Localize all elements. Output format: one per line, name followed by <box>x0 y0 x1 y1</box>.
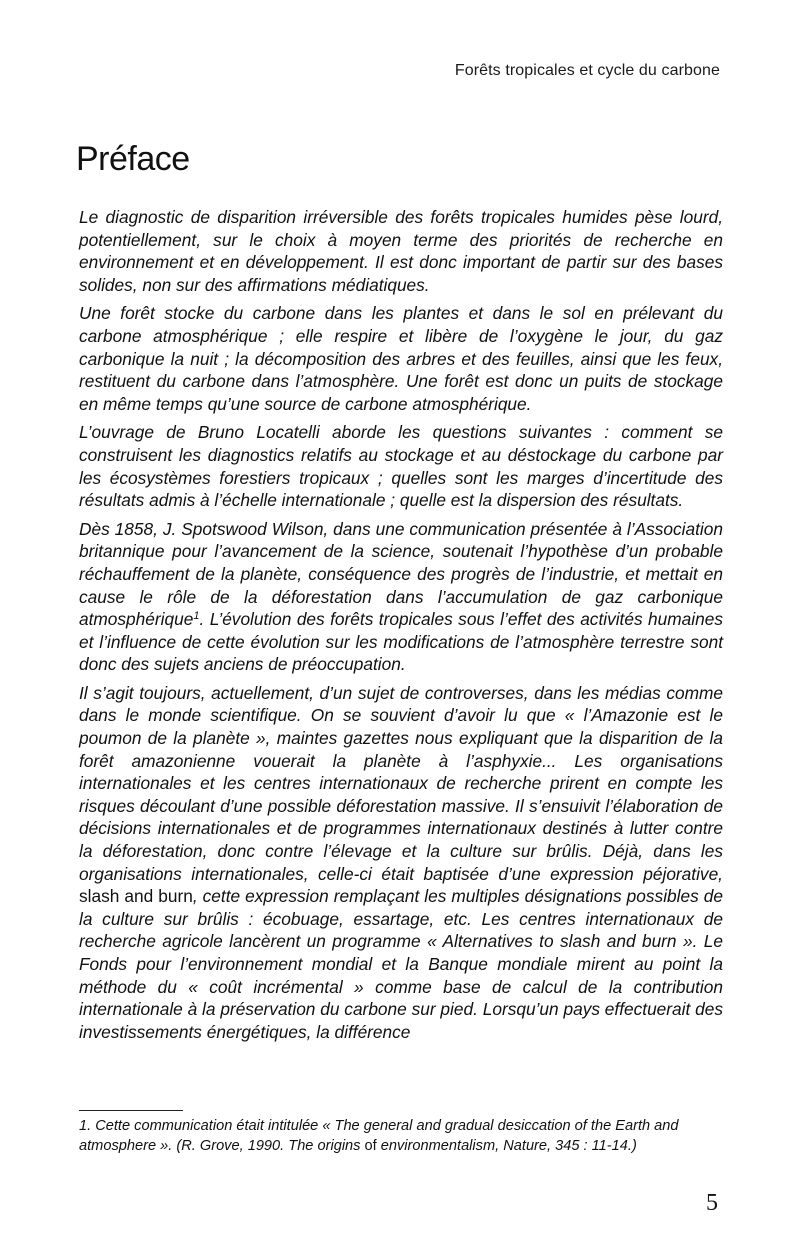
footnote-text: environmentalism, Nature, 345 : 11-14.) <box>376 1138 637 1154</box>
paragraph-1 <box>79 206 723 296</box>
paragraph-text: Le diagnostic de disparition irréversible des forêts tropicales humides pèse lourd, potentiellement, sur le choix à moyen terme des priorités de recherche en environnement et en développement. Il est donc important de partir sur des bases solides, non sur des affirmations médiatiques. <box>79 207 723 295</box>
paragraph-text: . L’évolution des forêts tropicales sous l’effet des activités humaines et l’influence de cette évolution sur les modifications de l’atmosphère terrestre sont donc des sujets anciens de préoccupation. <box>79 609 723 675</box>
page-title: Préface <box>76 140 190 178</box>
footnote-number: 1. <box>79 1118 92 1134</box>
footnote-reference[interactable]: 1 <box>193 610 200 623</box>
paragraph-5 <box>79 682 723 1044</box>
paragraph-2 <box>79 302 723 415</box>
paragraph-text: , cette expression remplaçant les multiples désignations possibles de la culture sur brûlis : écobuage, essartage, etc. Les centres internationaux de recherche agricole lancèrent un programme « Alternatives to slash and burn ». Le Fonds pour l’environnement mondial et la Banque mondiale mirent au point la méthode du « coût incrémental » comme base de calcul de la contribution internationale à la préservation du carbone sur pied. Lorsqu’un pays effectuerait des investissements énergétiques, la différence <box>79 886 723 1042</box>
body-text <box>79 206 723 1049</box>
roman-phrase: slash and burn <box>79 886 193 907</box>
paragraph-3 <box>79 421 723 511</box>
footnote-text: Cette communication était intitulée « The general and gradual desiccation of the Earth and atmosphere ». (R. Grove, 1990. The origins <box>79 1118 679 1154</box>
paragraph-text: L’ouvrage de Bruno Locatelli aborde les questions suivantes : comment se construisent les diagnostics relatifs au stockage et au déstockage du carbone par les écosystèmes forestiers tropicaux ; quelles sont les marges d’incertitude des résultats admis à l’échelle internationale ; quelle est la dispersion des résultats. <box>79 422 723 511</box>
page-number: 5 <box>706 1190 718 1216</box>
paragraph-4 <box>79 518 723 676</box>
footnote <box>79 1116 723 1156</box>
paragraph-text: Il s’agit toujours, actuellement, d’un sujet de controverses, dans les médias comme dans le monde scientifique. On se souvient d’avoir lu que « l’Amazonie est le poumon de la planète », maintes gazettes nous expliquant que la disparition de la forêt amazonienne vouerait la planète à l’asphyxie... Les organisations internationales et les centres internationaux de recherche prirent en compte les risques découlant d’une possible déforestation massive. Il s’ensuivit l’élaboration de décisions internationales et de programmes internationaux destinés à lutter contre la déforestation, donc contre l’élevage et la culture sur brûlis. Déjà, dans les organisations internationales, celle-ci était baptisée d’une expression péjorative, <box>79 682 723 884</box>
paragraph-text: Dès 1858, J. Spotswood Wilson, dans une communication présentée à l’Association britannique pour l’avancement de la science, soutenait l’hypothèse d’un probable réchauffement de la planète, conséquence des progrès de l’industrie, et mettait en cause le rôle de la déforestation dans l’accumulation de gaz carbonique atmosphérique <box>79 518 723 630</box>
running-head: Forêts tropicales et cycle du carbone <box>454 62 720 79</box>
footnote-text-roman: of <box>364 1138 377 1154</box>
paragraph-text: Une forêt stocke du carbone dans les plantes et dans le sol en prélevant du carbone atmosphérique ; elle respire et libère de l’oxygène le jour, du gaz carbonique la nuit ; la décomposition des arbres et des feuilles, ainsi que les feux, restituent du carbone dans l’atmosphère. Une forêt est donc un puits de stockage en même temps qu’une source de carbone atmosphérique. <box>79 303 723 414</box>
footnote-rule <box>79 1110 183 1111</box>
